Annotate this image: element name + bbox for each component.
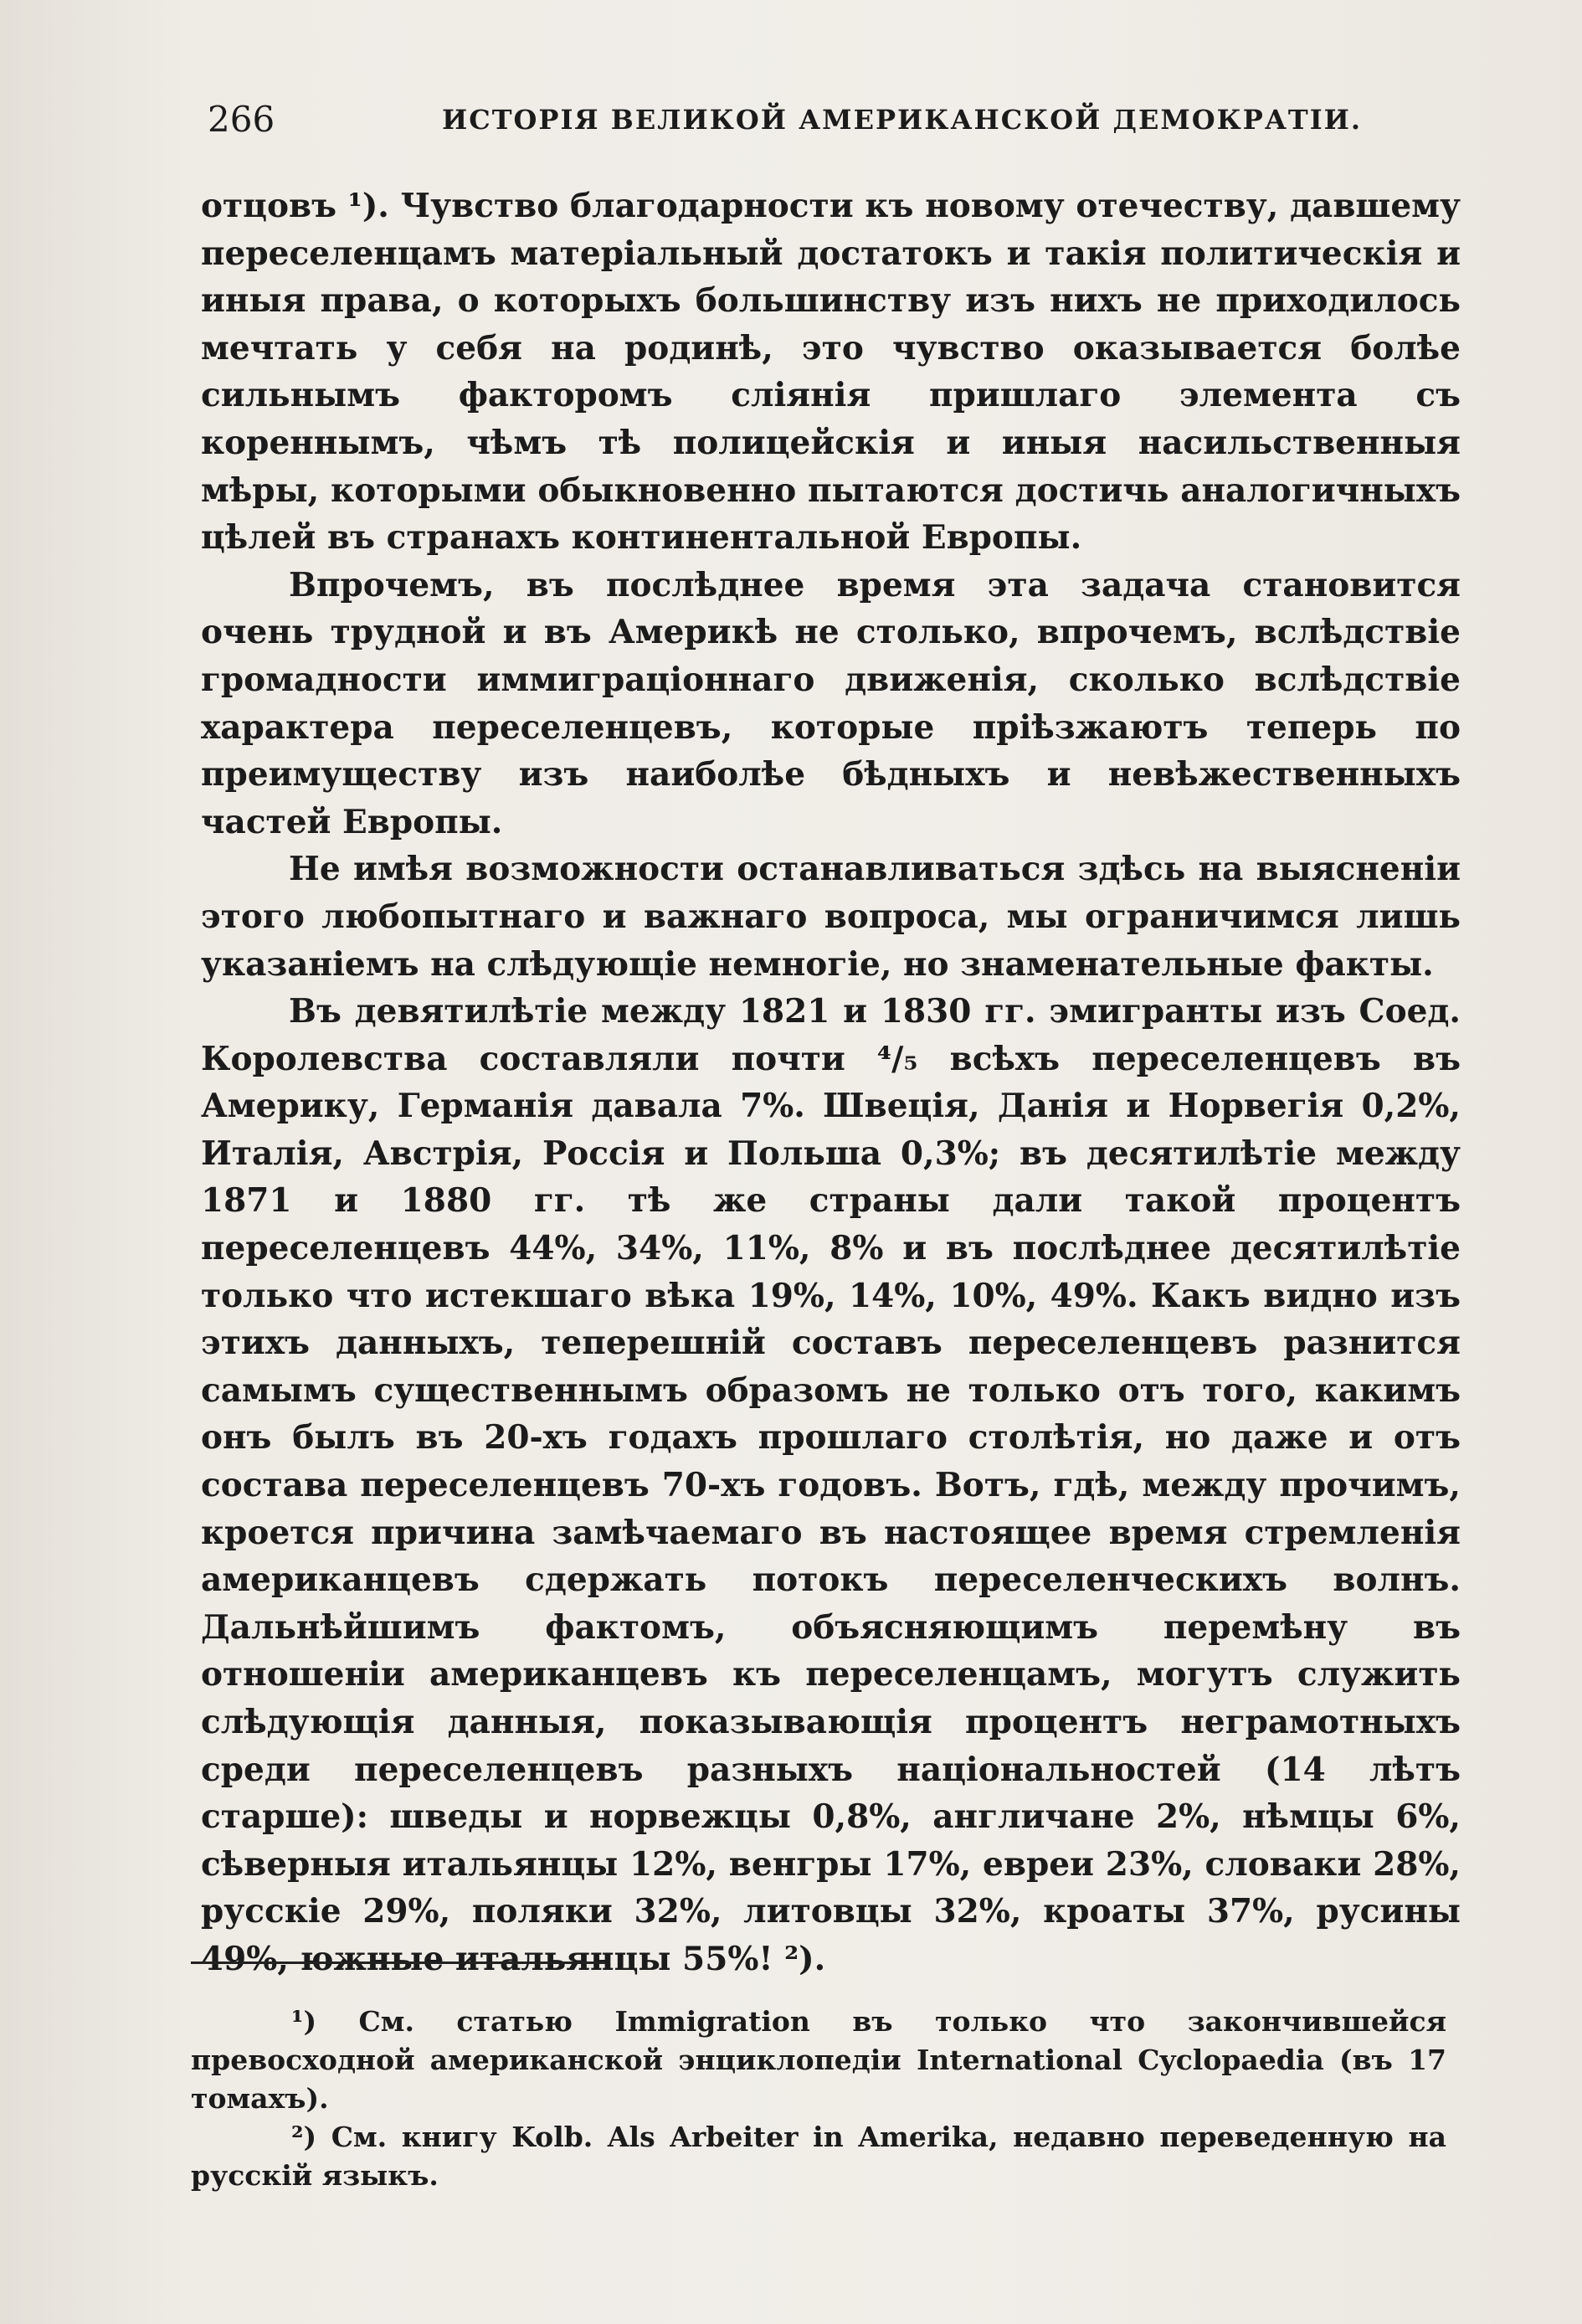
paragraph: Не имѣя возможности останавливаться здѣсь на выясненіи этого любопытнаго и важнаго вопроса, мы ограничимся лишь указаніемъ на слѣдующіе немногіе, но знаменательные факты. [201, 850, 1461, 984]
running-title: ИСТОРІЯ ВЕЛИКОЙ АМЕРИКАНСКОЙ ДЕМОКРАТІИ. [442, 104, 1363, 136]
footnotes [191, 2003, 1446, 2195]
page-number: 266 [208, 99, 275, 140]
footnote-divider [191, 1962, 605, 1964]
page-header [208, 99, 1463, 149]
paragraph: Впрочемъ, въ послѣднее время эта задача становится очень трудной и въ Америкѣ не столько, впрочемъ, вслѣдствіе громадности иммиграціоннаго движенія, сколько вслѣдствіе характера переселенцевъ, которые пріѣзжаютъ теперь по преимуществу изъ наиболѣе бѣдныхъ и невѣжественныхъ частей Европы. [201, 565, 1461, 841]
main-text [201, 183, 1461, 1983]
footnote-2: ²) См. книгу Kolb. Als Arbeiter in Amerika, недавно переведенную на русскій языкъ. [191, 2121, 1446, 2192]
footnote-1: ¹) См. статью Immigration въ только что закончившейся превосходной американской энциклопедіи International Cyclopaedia (въ 17 томахъ). [191, 2005, 1446, 2115]
paragraph: Въ девятилѣтіе между 1821 и 1830 гг. эмигранты изъ Соед. Королевства составляли почти ⁴/₅ всѣхъ переселенцевъ въ Америку, Германія давала 7%. Швеція, Данія и Норвегія 0,2%, Италія, Австрія, Россія и Польша 0,3%; въ десятилѣтіе между 1871 и 1880 гг. тѣ же страны дали такой процентъ переселенцевъ 44%, 34%, 11%, 8% и въ послѣднее десятилѣтіе только что истекшаго вѣка 19%, 14%, 10%, 49%. Какъ видно изъ этихъ данныхъ, теперешній составъ переселенцевъ разнится самымъ существеннымъ образомъ не только отъ того, какимъ онъ былъ въ 20-хъ годахъ прошлаго столѣтія, но даже и отъ состава переселенцевъ 70-хъ годовъ. Вотъ, гдѣ, между прочимъ, кроется причина замѣчаемаго въ настоящее время стремленія американцевъ сдержать потокъ переселенческихъ волнъ. Дальнѣйшимъ фактомъ, объясняющимъ перемѣну въ отношеніи американцевъ къ переселенцамъ, могутъ служить слѣдующія данныя, показывающія процентъ неграмотныхъ среди переселенцевъ разныхъ національностей (14 лѣтъ старше): шведы и норвежцы 0,8%, англичане 2%, нѣмцы 6%, сѣверныя итальянцы 12%, венгры 17%, евреи 23%, словаки 28%, русскіе 29%, поляки 32%, литовцы 32%, кроаты 37%, русины 49%, южные итальянцы 55%! ²). [201, 992, 1461, 1978]
paragraph-continuation: отцовъ ¹). Чувство благодарности къ новому отечеству, давшему переселенцамъ матеріальный достатокъ и такія политическія и иныя права, о которыхъ большинству изъ нихъ не приходилось мечтать у себя на родинѣ, это чувство оказывается болѣе сильнымъ факторомъ сліянія пришлаго элемента съ кореннымъ, чѣмъ тѣ полицейскія и иныя насильственныя мѣры, которыми обыкновенно пытаются достичь аналогичныхъ цѣлей въ странахъ континентальной Европы. [201, 187, 1461, 558]
